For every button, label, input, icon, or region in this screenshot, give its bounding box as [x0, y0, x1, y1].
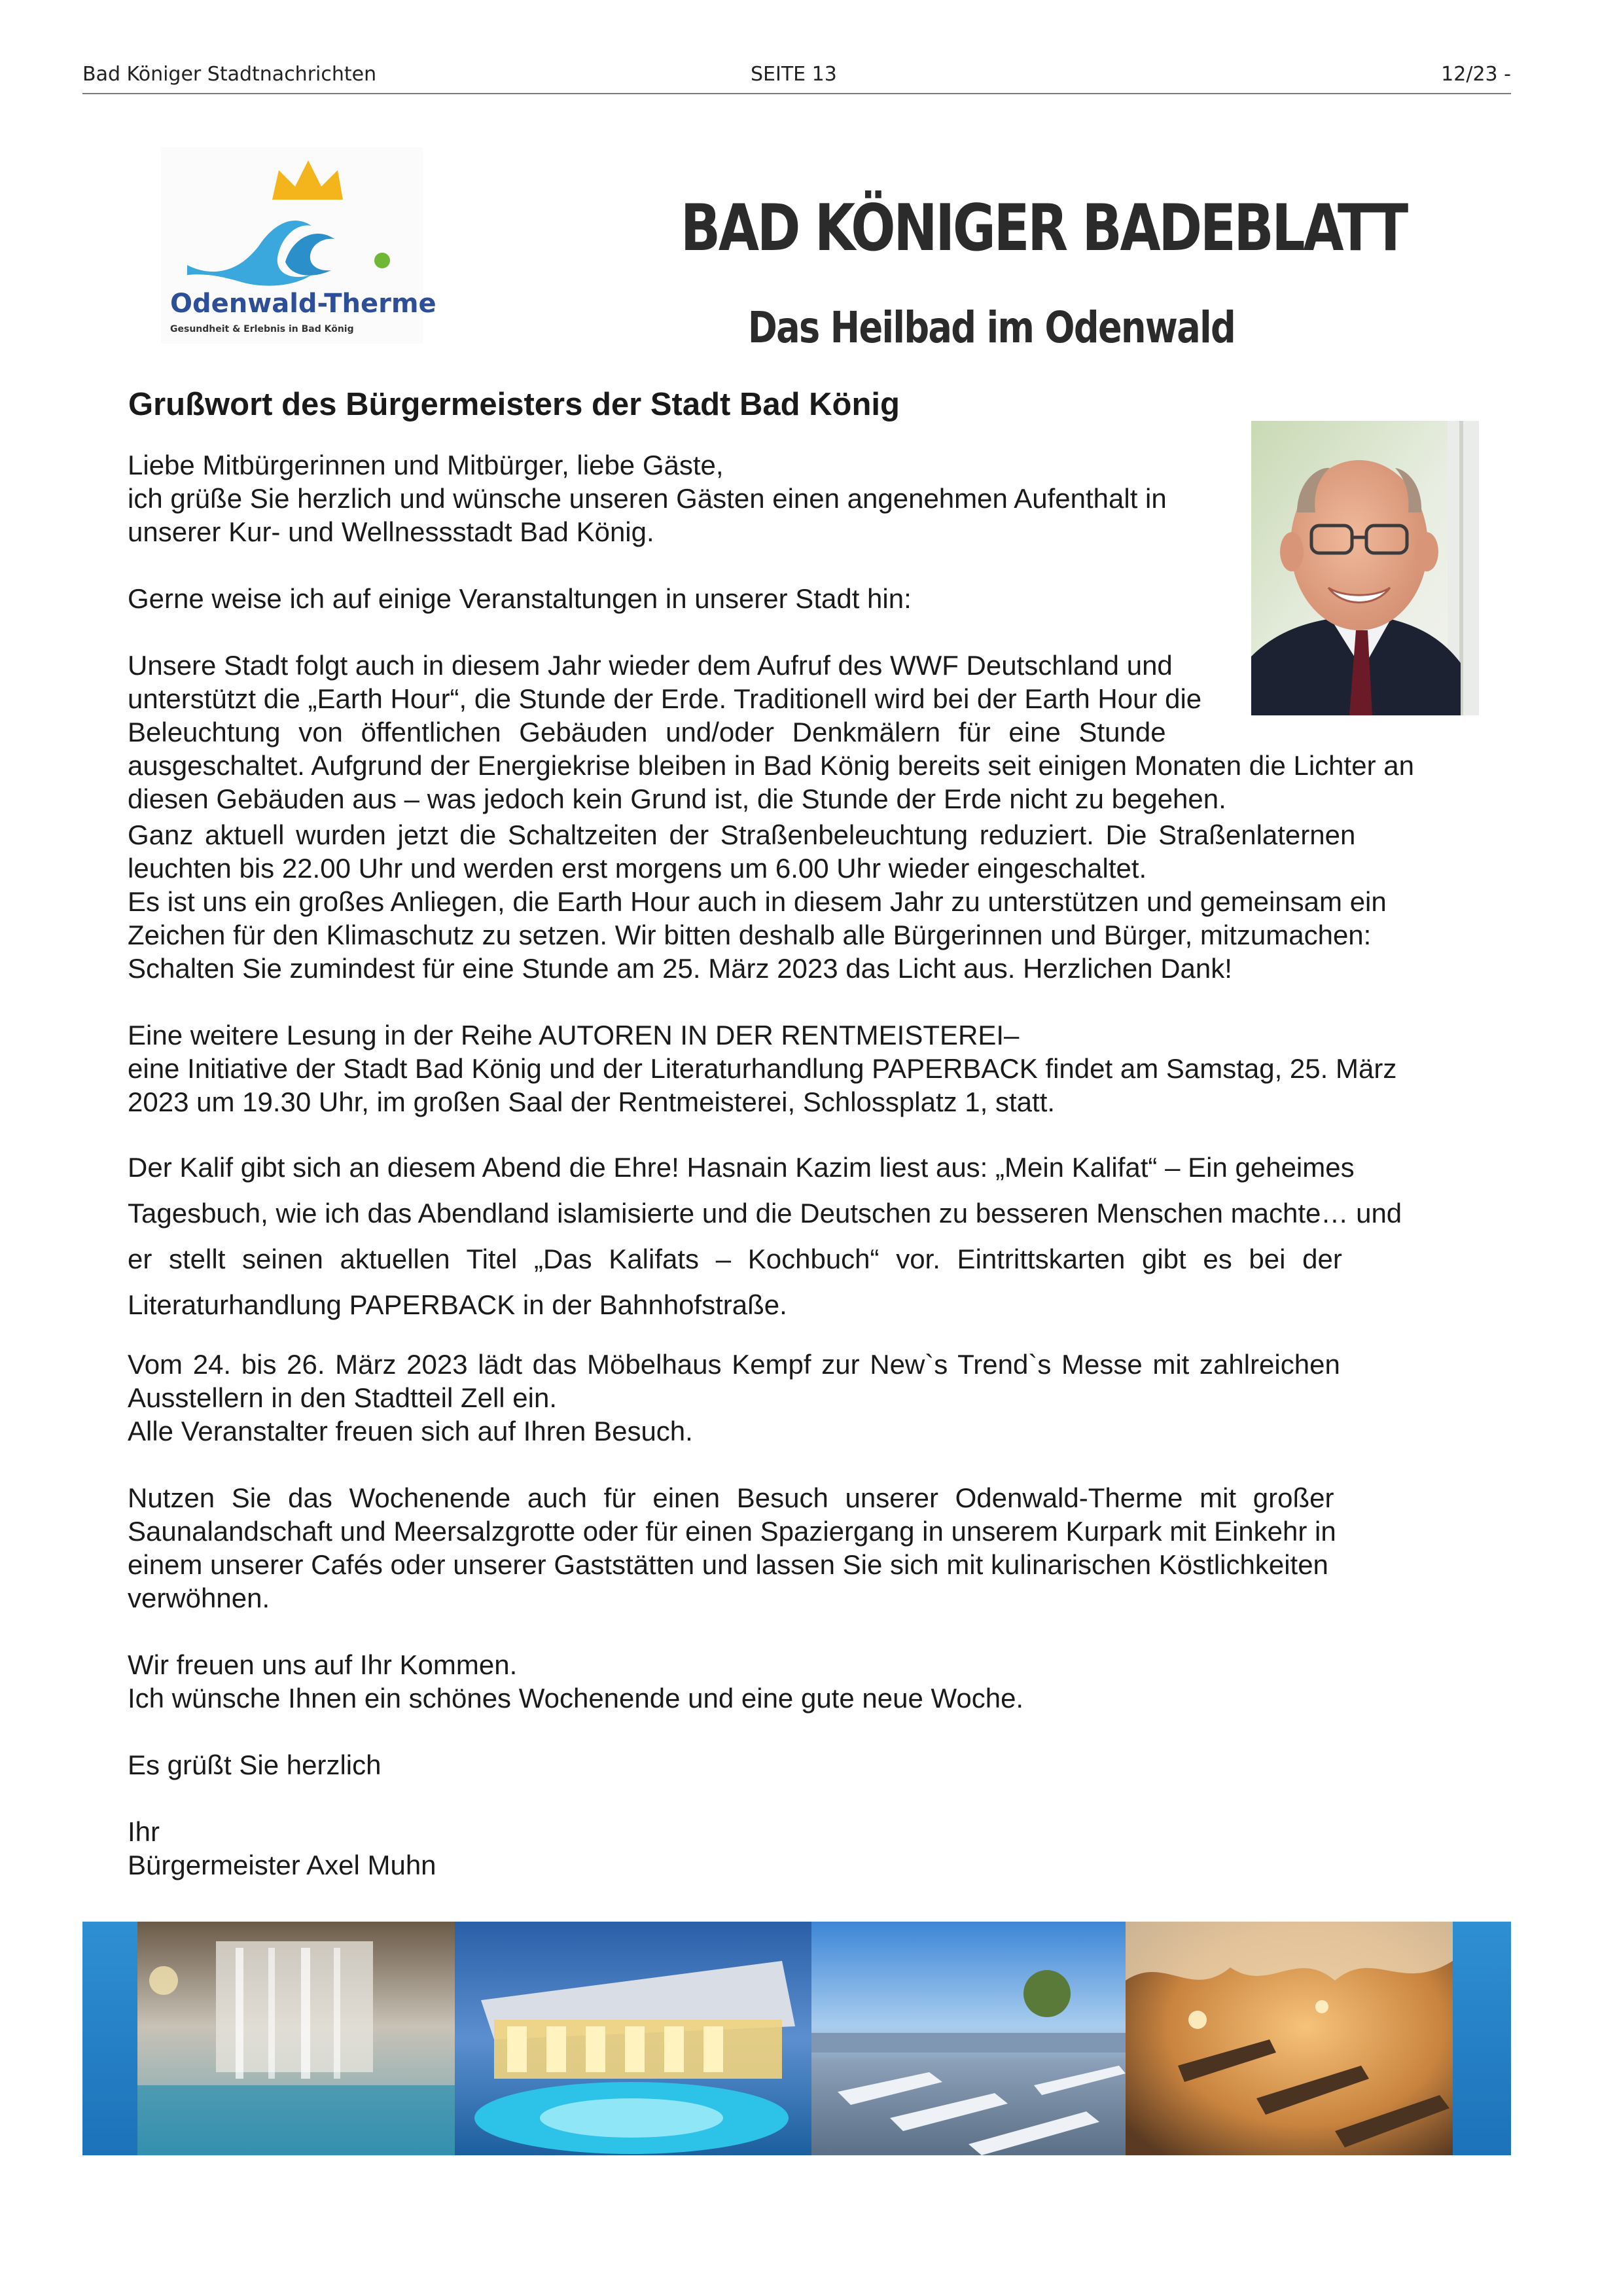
article-heading: Grußwort des Bürgermeisters der Stadt Bad König	[128, 387, 900, 422]
therme-line: verwöhnen.	[128, 1583, 270, 1613]
kalif-line: Tagesbuch, wie ich das Abendland islamisierte und die Deutschen zu besseren Menschen machte… und	[128, 1198, 1402, 1229]
earth-hour-line: ausgeschaltet. Aufgrund der Energiekrise bleiben in Bad König bereits seit einigen Monaten die Lichter an	[128, 750, 1414, 781]
reading-line: Eine weitere Lesung in der Reihe AUTOREN IN DER RENTMEISTEREI–	[128, 1020, 1020, 1050]
fair-line: Ausstellern in den Stadtteil Zell ein.	[128, 1382, 558, 1413]
intro-line: ich grüße Sie herzlich und wünsche unseren Gästen einen angenehmen Aufenthalt in	[128, 483, 1167, 514]
appeal-line: Schalten Sie zumindest für eine Stunde am 25. März 2023 das Licht aus. Herzlichen Dank!	[128, 953, 1232, 984]
events-intro: Gerne weise ich auf einige Veranstaltungen in unserer Stadt hin:	[128, 583, 912, 614]
street-light-line: leuchten bis 22.00 Uhr und werden erst morgens um 6.00 Uhr wieder eingeschaltet.	[128, 853, 1147, 884]
closing-line: Wir freuen uns auf Ihr Kommen.	[128, 1649, 518, 1680]
running-header	[82, 60, 1511, 94]
therme-line: einem unserer Cafés oder unserer Gaststätten und lassen Sie sich mit kulinarischen Köstlichkeiten	[128, 1549, 1328, 1580]
earth-hour-line: Unsere Stadt folgt auch in diesem Jahr wieder dem Aufruf des WWF Deutschland und	[128, 650, 1173, 681]
therme-line: Saunalandschaft und Meersalzgrotte oder für einen Spaziergang in unserem Kurpark mit Einkehr in	[128, 1516, 1336, 1547]
signature-name: Bürgermeister Axel Muhn	[128, 1850, 436, 1880]
intro-line: unserer Kur- und Wellnessstadt Bad König.	[128, 516, 654, 547]
crown-icon	[272, 160, 343, 200]
masthead-subtitle: Das Heilbad im Odenwald	[747, 302, 1236, 353]
waterfall-pool-image	[137, 1922, 455, 2155]
therme-line: Nutzen Sie das Wochenende auch für einen Besuch unserer Odenwald-Therme mit großer	[128, 1482, 1334, 1513]
salt-grotto-image	[1126, 1922, 1453, 2155]
therme-building-image	[455, 1922, 811, 2155]
street-light-line: Ganz aktuell wurden jetzt die Schaltzeiten der Straßenbeleuchtung reduziert. Die Straßenlaternen	[128, 819, 1356, 850]
closing-line: Ich wünsche Ihnen ein schönes Wochenende und eine gute neue Woche.	[128, 1683, 1024, 1713]
masthead-title: BAD KÖNIGER BADEBLATT	[680, 191, 1406, 266]
dot-icon	[374, 253, 390, 268]
issue-number: 12/23 -	[1441, 63, 1511, 86]
appeal-line: Zeichen für den Klimaschutz zu setzen. Wir bitten deshalb alle Bürgerinnen und Bürger, mitzumachen:	[128, 920, 1372, 950]
masthead	[615, 191, 1406, 353]
photo-banner	[82, 1922, 1511, 2155]
rooftop-loungers-image	[811, 1922, 1126, 2155]
logo-tagline: Gesundheit & Erlebnis in Bad König	[170, 324, 354, 334]
fair-line: Vom 24. bis 26. März 2023 lädt das Möbelhaus Kempf zur New`s Trend`s Messe mit zahlreichen	[128, 1349, 1340, 1380]
logo-name: Odenwald-Therme	[170, 289, 436, 319]
kalif-line: er stellt seinen aktuellen Titel „Das Kalifats – Kochbuch“ vor. Eintrittskarten gibt es bei der	[128, 1244, 1342, 1274]
salutation: Liebe Mitbürgerinnen und Mitbürger, liebe Gäste,	[128, 450, 724, 480]
earth-hour-line: unterstützt die „Earth Hour“, die Stunde der Erde. Traditionell wird bei der Earth Hour die	[128, 683, 1202, 714]
earth-hour-line: Beleuchtung von öffentlichen Gebäuden und/oder Denkmälern für eine Stunde	[128, 717, 1166, 747]
page-number: SEITE 13	[751, 63, 837, 86]
fair-line: Alle Veranstalter freuen sich auf Ihren Besuch.	[128, 1416, 693, 1446]
signature-line: Ihr	[128, 1816, 160, 1847]
kalif-line: Literaturhandlung PAPERBACK in der Bahnhofstraße.	[128, 1289, 787, 1320]
kalif-line: Der Kalif gibt sich an diesem Abend die Ehre! Hasnain Kazim liest aus: „Mein Kalifat“ – Ein geheimes	[128, 1152, 1355, 1183]
odenwald-therme-logo	[161, 147, 436, 344]
regards: Es grüßt Sie herzlich	[128, 1749, 382, 1780]
publication-name: Bad Königer Stadtnachrichten	[82, 63, 377, 86]
reading-line: eine Initiative der Stadt Bad König und der Literaturhandlung PAPERBACK findet am Samstag, 25. März	[128, 1053, 1397, 1084]
article-body	[128, 448, 1470, 1882]
appeal-line: Es ist uns ein großes Anliegen, die Earth Hour auch in diesem Jahr zu unterstützen und gemeinsam ein	[128, 886, 1387, 917]
reading-line: 2023 um 19.30 Uhr, im großen Saal der Rentmeisterei, Schlossplatz 1, statt.	[128, 1086, 1056, 1117]
earth-hour-line: diesen Gebäuden aus – was jedoch kein Grund ist, die Stunde der Erde nicht zu begehen.	[128, 783, 1226, 814]
